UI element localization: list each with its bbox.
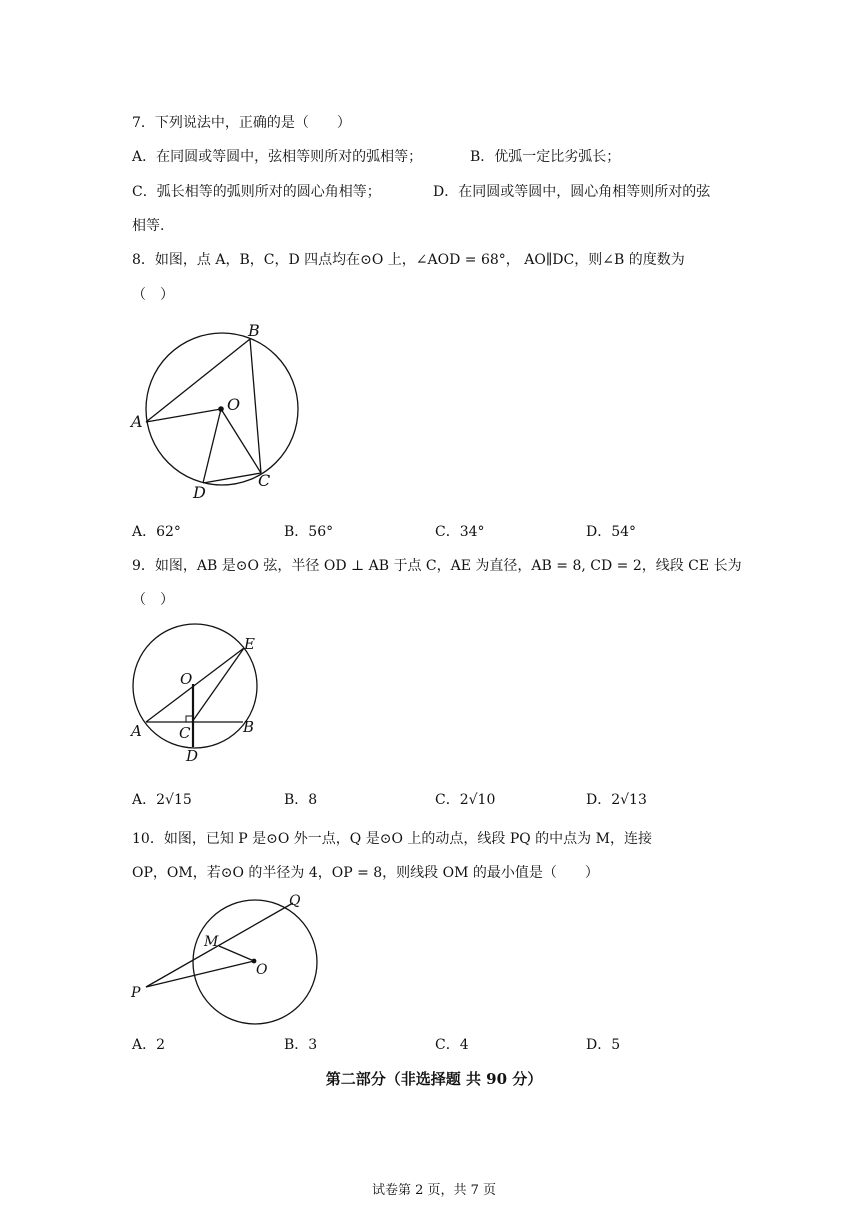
- q10-option-d: D．5: [586, 1037, 621, 1053]
- q10-stem-line2: OP，OM，若⊙O 的半径为 4，OP = 8，则线段 OM 的最小值是（ ）: [132, 865, 599, 881]
- q9-circle: [133, 624, 257, 748]
- q10-figure: [128, 890, 328, 1030]
- q8-option-d: D．54°: [586, 524, 637, 540]
- q9-label-b: B: [243, 718, 255, 736]
- section-title: 第二部分（非选择题 共 90 分）: [325, 1070, 543, 1088]
- q10-label-p: P: [131, 985, 141, 1001]
- q8-segment-od: [203, 409, 221, 483]
- q8-center-dot: [218, 406, 224, 412]
- q9-figure: [128, 622, 268, 772]
- q8-option-b: B．56°: [284, 524, 334, 540]
- q9-label-d: D: [186, 747, 199, 765]
- q9-option-c: C．2√10: [435, 792, 496, 808]
- q7-option-a: A．在同圆或等圆中，弦相等则所对的弧相等；: [132, 149, 423, 165]
- q9-stem: 9．如图，AB 是⊙O 弦，半径 OD ⊥ AB 于点 C，AE 为直径，AB = 8, CD = 2，线段 CE 长为: [132, 558, 742, 574]
- q8-paren: （ ）: [132, 287, 174, 303]
- q10-option-a: A．2: [132, 1037, 166, 1053]
- q8-segment-bc: [250, 339, 261, 473]
- q10-label-m: M: [204, 934, 219, 950]
- q10-label-o: O: [256, 962, 268, 978]
- q9-label-c: C: [179, 724, 191, 742]
- q8-segment-oc: [221, 409, 261, 473]
- q10-option-c: C．4: [435, 1037, 469, 1053]
- q9-label-e: E: [244, 635, 255, 653]
- q8-figure: [128, 318, 318, 508]
- q9-option-a: A．2√15: [132, 792, 192, 808]
- q8-stem: 8．如图，点 A，B，C，D 四点均在⊙O 上，∠AOD = 68°， AO∥DC，则∠B 的度数为: [132, 252, 685, 268]
- q8-option-c: C．34°: [435, 524, 485, 540]
- q8-segment-ao: [146, 409, 221, 422]
- q9-label-o: O: [180, 670, 193, 688]
- q10-stem-line1: 10．如图，已知 P 是⊙O 外一点，Q 是⊙O 上的动点，线段 PQ 的中点为 M，连接: [132, 831, 652, 847]
- q10-option-b: B．3: [284, 1037, 318, 1053]
- q9-diameter-ae: [146, 648, 244, 722]
- q10-segment-po: [146, 961, 254, 987]
- q10-label-q: Q: [289, 893, 301, 909]
- q9-label-a: A: [131, 722, 142, 740]
- page-footer: 试卷第 2 页，共 7 页: [371, 1183, 497, 1198]
- q7-option-c: C．弧长相等的弧则所对的圆心角相等；: [132, 184, 381, 200]
- q8-label-c: C: [258, 471, 271, 490]
- q8-label-o: O: [227, 395, 241, 414]
- q9-segment-ce: [192, 648, 244, 722]
- q10-segment-pq: [146, 903, 293, 987]
- q8-label-b: B: [248, 321, 260, 340]
- q8-label-a: A: [131, 412, 143, 431]
- q7-option-d: D．在同圆或等圆中，圆心角相等则所对的弦: [433, 184, 711, 200]
- q8-option-a: A．62°: [132, 524, 181, 540]
- q7-stem: 7．下列说法中，正确的是（ ）: [132, 115, 351, 131]
- q7-option-d-cont: 相等.: [132, 218, 165, 234]
- q9-option-b: B．8: [284, 792, 318, 808]
- q9-option-d: D．2√13: [586, 792, 647, 808]
- q10-segment-mo: [219, 946, 254, 961]
- q8-label-d: D: [193, 483, 206, 502]
- q7-option-b: B．优弧一定比劣弧长；: [470, 149, 621, 165]
- q9-paren: （ ）: [132, 592, 174, 608]
